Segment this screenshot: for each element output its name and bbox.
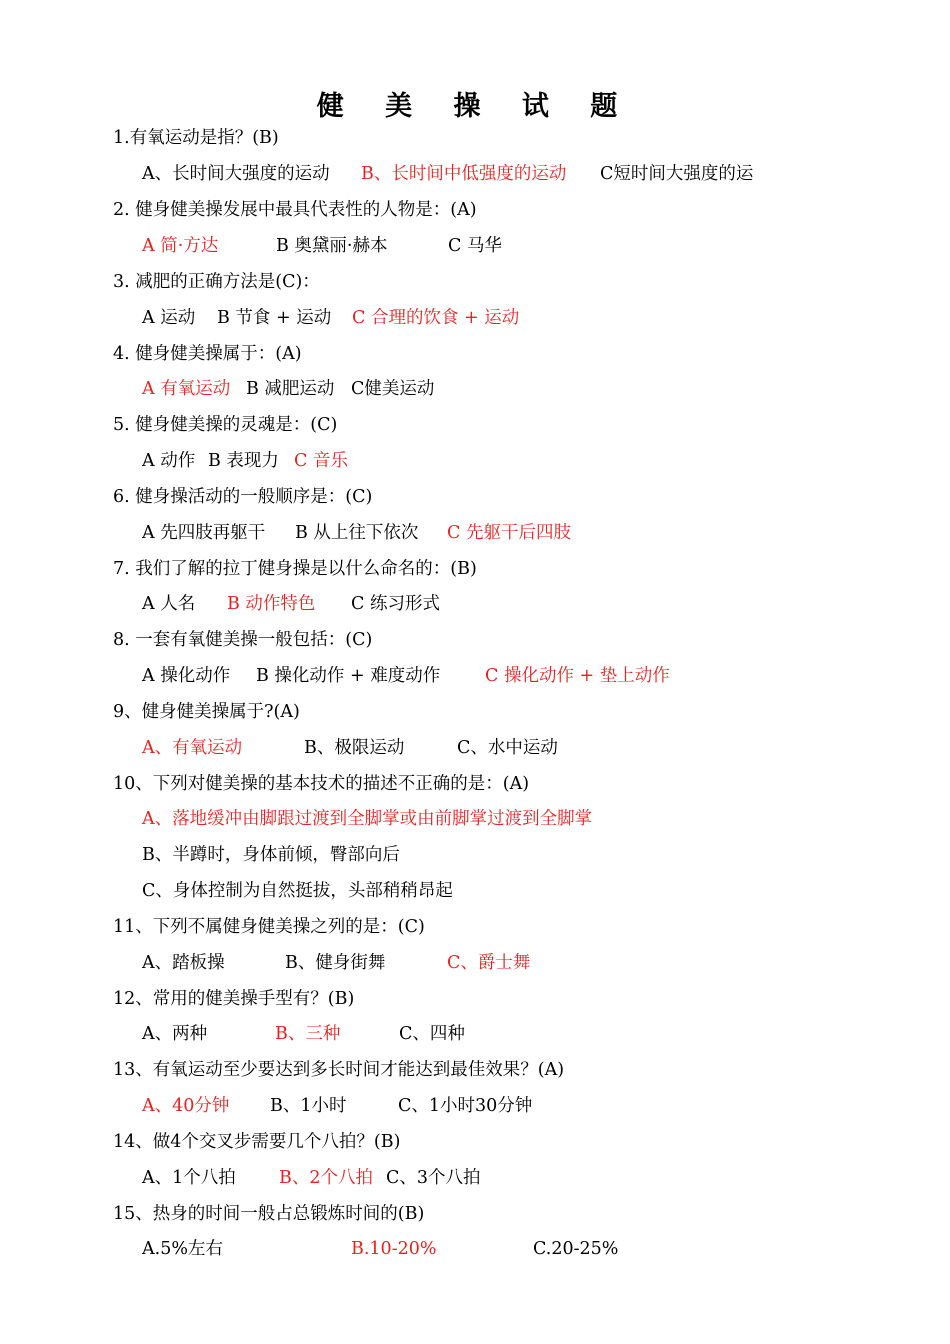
option-4-a: A 有氧运动 bbox=[142, 379, 231, 399]
question-1: 1.有氧运动是指？(B) bbox=[113, 128, 279, 148]
question-8: 8. 一套有氧健美操一般包括：(C) bbox=[113, 630, 373, 650]
option-2-c: C 马华 bbox=[448, 236, 502, 256]
question-4: 4. 健身健美操属于：(A) bbox=[113, 344, 302, 364]
option-2-a: A 简·方达 bbox=[142, 236, 219, 256]
question-2: 2. 健身健美操发展中最具代表性的人物是：(A) bbox=[113, 200, 477, 220]
option-11-a: A、踏板操 bbox=[142, 953, 225, 973]
question-3: 3. 减肥的正确方法是(C)： bbox=[113, 272, 320, 292]
option-10-b: B、半蹲时，身体前倾，臀部向后 bbox=[142, 845, 400, 865]
question-14: 14、做4个交叉步需要几个八拍？(B) bbox=[113, 1132, 401, 1152]
option-15-b: B.10-20% bbox=[351, 1239, 437, 1259]
option-3-c: C 合理的饮食 + 运动 bbox=[352, 308, 520, 328]
option-15-a: A.5%左右 bbox=[142, 1239, 223, 1259]
option-7-a: A 人名 bbox=[142, 594, 196, 614]
option-3-b: B 节食 + 运动 bbox=[217, 308, 332, 328]
page-title: 健 美 操 试 题 bbox=[316, 91, 634, 122]
question-13: 13、有氧运动至少要达到多长时间才能达到最佳效果？(A) bbox=[113, 1060, 565, 1080]
option-6-b: B 从上往下依次 bbox=[295, 523, 419, 543]
option-12-a: A、两种 bbox=[142, 1024, 208, 1044]
option-7-c: C 练习形式 bbox=[351, 594, 440, 614]
option-14-c: C、3个八拍 bbox=[386, 1168, 481, 1188]
question-6: 6. 健身操活动的一般顺序是：(C) bbox=[113, 487, 373, 507]
question-10: 10、下列对健美操的基本技术的描述不正确的是：(A) bbox=[113, 774, 530, 794]
option-10-c: C、身体控制为自然挺拔，头部稍稍昂起 bbox=[142, 881, 453, 901]
option-11-b: B、健身街舞 bbox=[285, 953, 386, 973]
option-14-a: A、1个八拍 bbox=[142, 1168, 236, 1188]
question-12: 12、常用的健美操手型有？(B) bbox=[113, 989, 355, 1009]
option-1-a: A、长时间大强度的运动 bbox=[142, 164, 330, 184]
option-15-c: C.20-25% bbox=[533, 1239, 619, 1259]
option-13-a: A、40分钟 bbox=[142, 1096, 230, 1116]
option-12-c: C、四种 bbox=[399, 1024, 465, 1044]
question-11: 11、下列不属健身健美操之列的是：(C) bbox=[113, 917, 425, 937]
option-9-a: A、有氧运动 bbox=[142, 738, 243, 758]
question-9: 9、健身健美操属于?(A) bbox=[113, 702, 300, 722]
option-9-c: C、水中运动 bbox=[457, 738, 558, 758]
option-13-c: C、1小时30分钟 bbox=[398, 1096, 533, 1116]
option-11-c: C、爵士舞 bbox=[447, 953, 531, 973]
option-13-b: B、1小时 bbox=[270, 1096, 347, 1116]
option-5-a: A 动作 bbox=[142, 451, 196, 471]
option-5-b: B 表现力 bbox=[208, 451, 279, 471]
option-10-a: A、落地缓冲由脚跟过渡到全脚掌或由前脚掌过渡到全脚掌 bbox=[142, 809, 593, 829]
option-9-b: B、极限运动 bbox=[304, 738, 405, 758]
option-2-b: B 奥黛丽·赫本 bbox=[276, 236, 388, 256]
question-15: 15、热身的时间一般占总锻炼时间的(B) bbox=[113, 1204, 425, 1224]
option-7-b: B 动作特色 bbox=[227, 594, 316, 614]
question-5: 5. 健身健美操的灵魂是：(C) bbox=[113, 415, 338, 435]
option-6-c: C 先躯干后四肢 bbox=[447, 523, 571, 543]
option-8-b: B 操化动作 + 难度动作 bbox=[256, 666, 441, 686]
option-6-a: A 先四肢再躯干 bbox=[142, 523, 266, 543]
option-4-c: C健美运动 bbox=[351, 379, 435, 399]
option-8-a: A 操化动作 bbox=[142, 666, 231, 686]
option-3-a: A 运动 bbox=[142, 308, 196, 328]
option-14-b: B、2个八拍 bbox=[279, 1168, 373, 1188]
question-7: 7. 我们了解的拉丁健身操是以什么命名的：(B) bbox=[113, 559, 477, 579]
option-1-c: C短时间大强度的运 bbox=[600, 164, 754, 184]
option-1-b: B、长时间中低强度的运动 bbox=[361, 164, 567, 184]
option-4-b: B 减肥运动 bbox=[246, 379, 335, 399]
option-12-b: B、三种 bbox=[275, 1024, 341, 1044]
option-5-c: C 音乐 bbox=[294, 451, 348, 471]
option-8-c: C 操化动作 + 垫上动作 bbox=[485, 666, 670, 686]
